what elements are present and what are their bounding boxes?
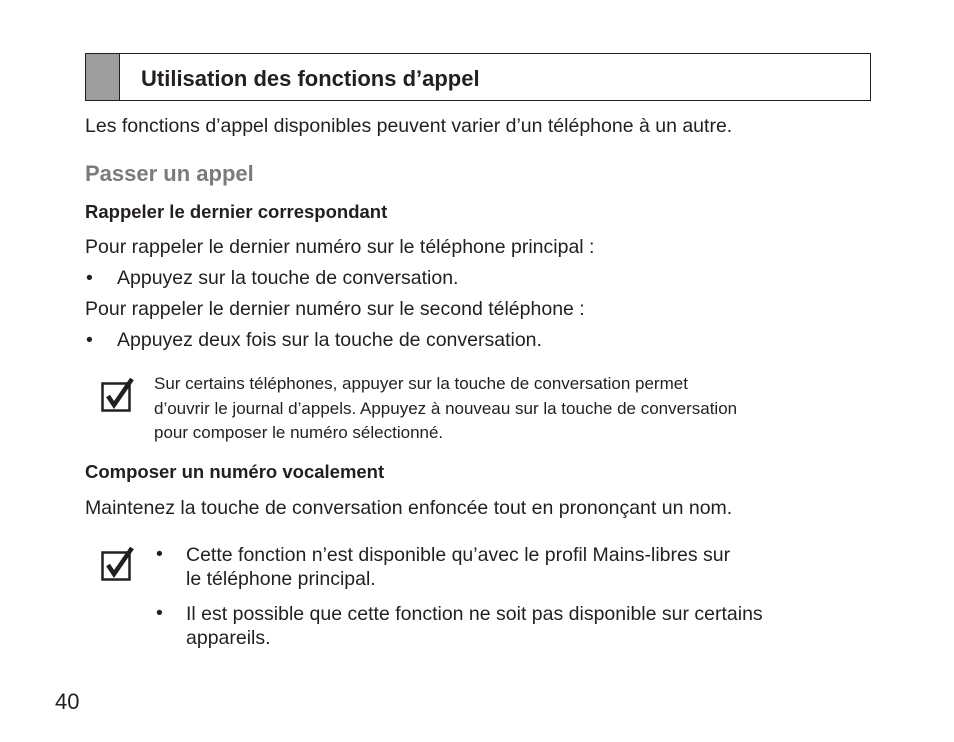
bullet: •: [86, 329, 93, 351]
note-line: d’ouvrir le journal d’appels. Appuyez à nouveau sur la touche de conversation: [154, 398, 738, 418]
note-line: le téléphone principal.: [186, 568, 376, 590]
voice-dial-heading: Composer un numéro vocalement: [85, 461, 385, 482]
secondary-phone-intro: Pour rappeler le dernier numéro sur le second téléphone :: [85, 298, 585, 320]
primary-phone-step: Appuyez sur la touche de conversation.: [117, 267, 459, 289]
page-number: 40: [55, 689, 80, 714]
voice-dial-text: Maintenez la touche de conversation enfoncée tout en prononçant un nom.: [85, 497, 733, 519]
section-title: Passer un appel: [85, 161, 254, 186]
secondary-phone-step: Appuyez deux fois sur la touche de conversation.: [117, 329, 542, 351]
checkbox-check-icon: [101, 547, 135, 581]
section-header: [85, 53, 871, 101]
page-title: Utilisation des fonctions d’appel: [141, 66, 480, 91]
bullet: •: [156, 543, 163, 565]
redial-note: [154, 372, 864, 446]
note-line: pour composer le numéro sélectionné.: [154, 423, 444, 442]
bullet: •: [86, 267, 93, 289]
primary-phone-intro: Pour rappeler le dernier numéro sur le téléphone principal :: [85, 236, 595, 258]
checkbox-check-icon: [101, 378, 135, 412]
header-tab-marker: [86, 54, 120, 100]
note-line: Cette fonction n’est disponible qu’avec le profil Mains-libres sur: [186, 544, 731, 566]
voice-dial-note-item: [186, 543, 876, 591]
bullet: •: [156, 602, 163, 624]
note-line: Il est possible que cette fonction ne soit pas disponible sur certains: [186, 603, 763, 625]
note-line: Sur certains téléphones, appuyer sur la touche de conversation permet: [154, 374, 688, 393]
note-line: appareils.: [186, 627, 271, 649]
redial-heading: Rappeler le dernier correspondant: [85, 201, 388, 222]
voice-dial-note-item: [186, 602, 876, 650]
intro-text: Les fonctions d’appel disponibles peuvent varier d’un téléphone à un autre.: [85, 115, 733, 137]
